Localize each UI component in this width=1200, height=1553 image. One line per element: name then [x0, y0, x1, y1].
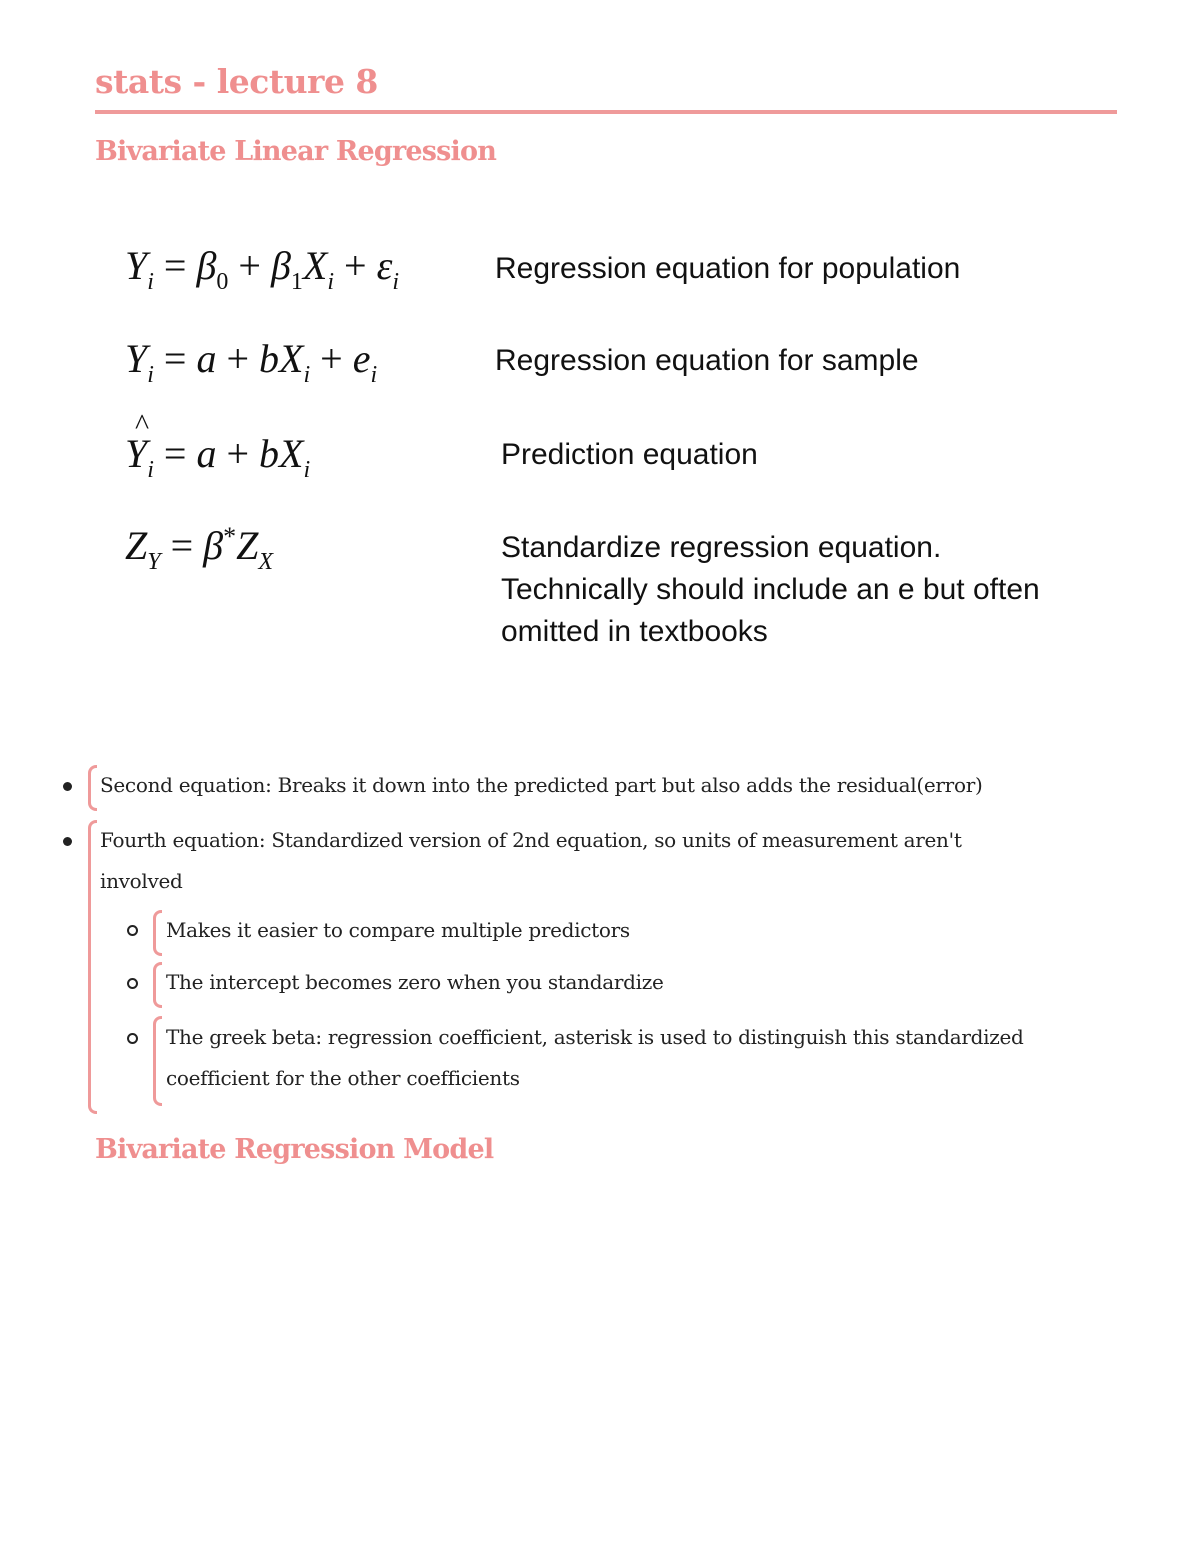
sub-bullet-marker [127, 1033, 138, 1044]
note-intercept-zero: The intercept becomes zero when you standardize [166, 970, 664, 994]
equation-standardized: $Z_Y = \beta^*Z_X$ [125, 522, 274, 575]
bullet-bracket [88, 820, 97, 1114]
equation-prediction-description: Prediction equation [501, 438, 758, 471]
standardized-desc-line-3: omitted in textbooks [501, 615, 768, 648]
section-heading-linear-regression: Bivariate Linear Regression [95, 136, 497, 167]
note-compare-predictors: Makes it easier to compare multiple predictors [166, 918, 630, 942]
bullet-bracket [88, 765, 97, 811]
standardized-desc-line-2: Technically should include an e but often [501, 573, 1040, 606]
note-greek-beta-line-2: coefficient for the other coefficients [166, 1066, 520, 1090]
sub-bullet-bracket [153, 910, 162, 956]
sub-bullet-bracket [153, 962, 162, 1008]
note-fourth-equation-line-2: involved [100, 869, 183, 893]
note-second-equation: Second equation: Breaks it down into the predicted part but also adds the residual(error) [100, 773, 983, 797]
sub-bullet-marker [127, 925, 138, 936]
equation-sample: $Y_i = a + bX_i + e_i$ [125, 336, 378, 388]
sub-bullet-marker [127, 978, 138, 989]
note-greek-beta-line-1: The greek beta: regression coefficient, asterisk is used to distinguish this standardized [166, 1025, 1024, 1049]
title-divider [95, 110, 1117, 114]
sub-bullet-bracket [153, 1016, 162, 1106]
equation-sample-description: Regression equation for sample [495, 344, 919, 377]
section-heading-regression-model: Bivariate Regression Model [95, 1134, 494, 1165]
equation-population-description: Regression equation for population [495, 252, 961, 285]
equation-standardized-description [501, 527, 1040, 653]
equation-prediction: ^ $Y_i = a + bX_i$ [125, 430, 310, 484]
bullet-marker [63, 837, 72, 846]
note-fourth-equation-line-1: Fourth equation: Standardized version of 2nd equation, so units of measurement aren't [100, 828, 962, 852]
bullet-marker [63, 782, 72, 791]
standardized-desc-line-1: Standardize regression equation. [501, 531, 942, 564]
equation-population: $Y_i = \beta_0 + \beta_1X_i + \varepsilon_i$ [125, 243, 399, 295]
page-title: stats - lecture 8 [95, 62, 378, 101]
